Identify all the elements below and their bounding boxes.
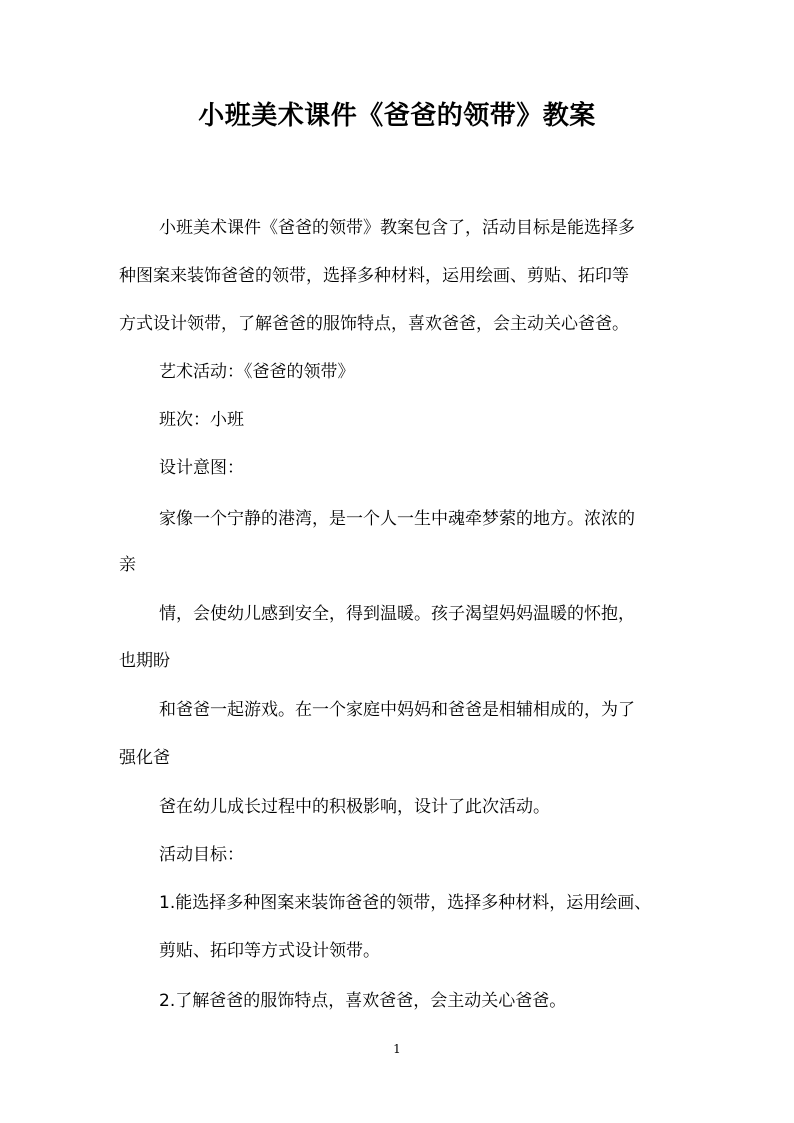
paragraph-line: 小班美术课件《爸爸的领带》教案包含了，活动目标是能选择多 — [159, 218, 635, 238]
document-title: 小班美术课件《爸爸的领带》教案 — [198, 101, 596, 131]
page-number: 1 — [393, 1042, 401, 1056]
paragraph-line: 情，会使幼儿感到安全，得到温暖。孩子渴望妈妈温暖的怀抱， — [159, 604, 635, 624]
objective-item: 1.能选择多种图案来装饰爸爸的领带，选择多种材料，运用绘画、 — [159, 893, 652, 913]
paragraph-line: 亲 — [119, 555, 136, 575]
paragraph-line: 方式设计领带，了解爸爸的服饰特点，喜欢爸爸，会主动关心爸爸。 — [119, 314, 629, 334]
design-intent-heading: 设计意图： — [159, 458, 244, 478]
class-level-line: 班次：小班 — [159, 410, 244, 430]
paragraph-line: 家像一个宁静的港湾，是一个人一生中魂牵梦萦的地方。浓浓的 — [159, 509, 635, 529]
objective-item-continuation: 剪贴、拓印等方式设计领带。 — [159, 941, 380, 961]
paragraph-line: 强化爸 — [119, 748, 170, 768]
activity-name-line: 艺术活动：《爸爸的领带》 — [159, 362, 355, 382]
objectives-heading: 活动目标： — [159, 845, 244, 865]
objective-item: 2.了解爸爸的服饰特点，喜欢爸爸，会主动关心爸爸。 — [159, 991, 567, 1011]
paragraph-line: 也期盼 — [119, 651, 170, 671]
paragraph-line: 和爸爸一起游戏。在一个家庭中妈妈和爸爸是相辅相成的，为了 — [159, 700, 635, 720]
paragraph-line: 种图案来装饰爸爸的领带，选择多种材料，运用绘画、剪贴、拓印等 — [119, 266, 629, 286]
paragraph-line: 爸在幼儿成长过程中的积极影响，设计了此次活动。 — [159, 797, 550, 817]
